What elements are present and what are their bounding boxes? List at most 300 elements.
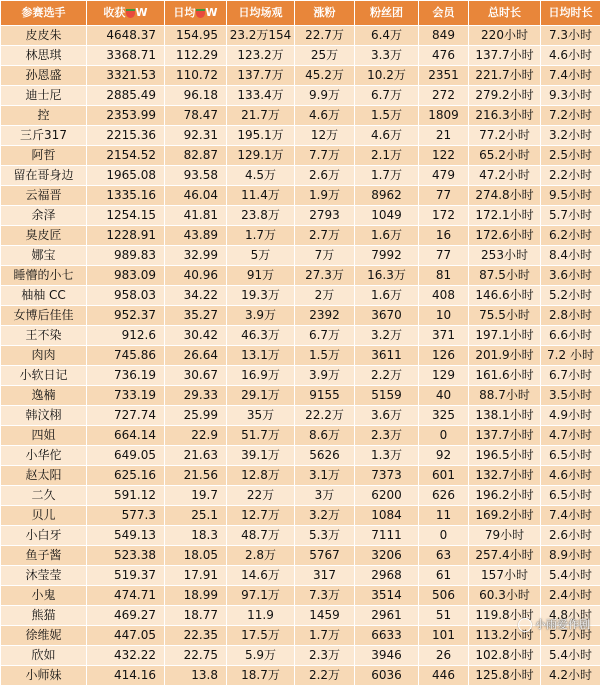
cell-gain-fans: 2万 <box>295 286 355 306</box>
cell-daily: 21.56 <box>165 466 227 486</box>
cell-player: 迪士尼 <box>1 86 87 106</box>
cell-daily: 19.7 <box>165 486 227 506</box>
header-daily <box>165 1 227 26</box>
cell-daily-views: 19.3万 <box>227 286 295 306</box>
cell-daily: 46.04 <box>165 186 227 206</box>
cell-total-time: 253小时 <box>469 246 541 266</box>
cell-fan-group: 7992 <box>355 246 419 266</box>
cell-gain-fans: 1459 <box>295 606 355 626</box>
cell-daily-views: 29.1万 <box>227 386 295 406</box>
cell-player: 控 <box>1 106 87 126</box>
cell-player: 小白牙 <box>1 526 87 546</box>
cell-daily-time: 6.7小时 <box>541 366 601 386</box>
cell-daily-views: 3.9万 <box>227 306 295 326</box>
cell-daily-views: 17.5万 <box>227 626 295 646</box>
cell-fan-group: 2968 <box>355 566 419 586</box>
cell-daily: 78.47 <box>165 106 227 126</box>
cell-daily-views: 97.1万 <box>227 586 295 606</box>
cell-daily-views: 14.6万 <box>227 566 295 586</box>
table-row <box>1 446 601 466</box>
cell-income: 989.83 <box>87 246 165 266</box>
cell-daily: 112.29 <box>165 46 227 66</box>
cell-fan-group: 4.6万 <box>355 126 419 146</box>
cell-members: 371 <box>419 326 469 346</box>
cell-members: 506 <box>419 586 469 606</box>
cell-player: 四姐 <box>1 426 87 446</box>
cell-player: 鱼子酱 <box>1 546 87 566</box>
cell-daily-time: 8.9小时 <box>541 546 601 566</box>
cell-income: 2885.49 <box>87 86 165 106</box>
cell-player: 贝儿 <box>1 506 87 526</box>
cell-daily: 93.58 <box>165 166 227 186</box>
cell-members: 21 <box>419 126 469 146</box>
table-row <box>1 86 601 106</box>
cell-fan-group: 3.6万 <box>355 406 419 426</box>
cell-daily-views: 21.7万 <box>227 106 295 126</box>
cell-fan-group: 1.6万 <box>355 286 419 306</box>
cell-total-time: 169.2小时 <box>469 506 541 526</box>
cell-income: 469.27 <box>87 606 165 626</box>
table-row <box>1 626 601 646</box>
cell-total-time: 146.6小时 <box>469 286 541 306</box>
cell-fan-group: 2.1万 <box>355 146 419 166</box>
cell-fan-group: 6633 <box>355 626 419 646</box>
cell-total-time: 279.2小时 <box>469 86 541 106</box>
table-row <box>1 266 601 286</box>
cell-income: 2154.52 <box>87 146 165 166</box>
cell-player: 肉肉 <box>1 346 87 366</box>
cell-daily-views: 16.9万 <box>227 366 295 386</box>
table-row <box>1 426 601 446</box>
cell-daily-time: 6.5小时 <box>541 446 601 466</box>
cell-fan-group: 1.7万 <box>355 166 419 186</box>
cell-gain-fans: 2.2万 <box>295 666 355 686</box>
cell-player: 小软日记 <box>1 366 87 386</box>
cell-daily-time: 3.6小时 <box>541 266 601 286</box>
cell-members: 0 <box>419 526 469 546</box>
header-daily-time <box>541 1 601 26</box>
cell-daily-views: 23.8万 <box>227 206 295 226</box>
cell-gain-fans: 3万 <box>295 486 355 506</box>
table-header <box>1 1 601 26</box>
cell-player: 睡懵的小七 <box>1 266 87 286</box>
cell-fan-group: 1.5万 <box>355 106 419 126</box>
cell-members: 16 <box>419 226 469 246</box>
cell-player: 女博后佳佳 <box>1 306 87 326</box>
cell-total-time: 88.7小时 <box>469 386 541 406</box>
cell-total-time: 125.8小时 <box>469 666 541 686</box>
cell-income: 519.37 <box>87 566 165 586</box>
cell-members: 51 <box>419 606 469 626</box>
cell-daily-views: 18.7万 <box>227 666 295 686</box>
cell-daily: 25.1 <box>165 506 227 526</box>
cell-income: 625.16 <box>87 466 165 486</box>
cell-daily-views: 46.3万 <box>227 326 295 346</box>
cell-members: 626 <box>419 486 469 506</box>
cell-player: 孙恩盛 <box>1 66 87 86</box>
cell-fan-group: 1.3万 <box>355 446 419 466</box>
cell-daily: 40.96 <box>165 266 227 286</box>
cell-daily: 32.99 <box>165 246 227 266</box>
watermark <box>518 616 590 632</box>
cell-daily-views: 2.8万 <box>227 546 295 566</box>
cell-daily-views: 23.2万154 <box>227 26 295 46</box>
cell-daily-time: 2.2小时 <box>541 166 601 186</box>
cell-members: 126 <box>419 346 469 366</box>
cell-gain-fans: 9.9万 <box>295 86 355 106</box>
header-fan-group-label: 粉丝团 <box>370 6 403 19</box>
cell-daily-views: 11.9 <box>227 606 295 626</box>
cell-player: 娜宝 <box>1 246 87 266</box>
cell-gain-fans: 317 <box>295 566 355 586</box>
cell-daily-views: 12.8万 <box>227 466 295 486</box>
cell-total-time: 65.2小时 <box>469 146 541 166</box>
cell-daily: 96.18 <box>165 86 227 106</box>
table-row <box>1 406 601 426</box>
cell-members: 77 <box>419 186 469 206</box>
header-income <box>87 1 165 26</box>
cell-members: 63 <box>419 546 469 566</box>
cell-player: 小师妹 <box>1 666 87 686</box>
cell-income: 3321.53 <box>87 66 165 86</box>
cell-daily-time: 5.7小时 <box>541 626 601 646</box>
cell-daily: 22.75 <box>165 646 227 666</box>
cell-daily: 22.35 <box>165 626 227 646</box>
cell-members: 1809 <box>419 106 469 126</box>
cell-player: 皮皮朱 <box>1 26 87 46</box>
cell-gain-fans: 7.3万 <box>295 586 355 606</box>
cell-daily: 13.8 <box>165 666 227 686</box>
cell-daily: 25.99 <box>165 406 227 426</box>
table-row <box>1 586 601 606</box>
cell-fan-group: 3206 <box>355 546 419 566</box>
cell-fan-group: 3946 <box>355 646 419 666</box>
cell-members: 2351 <box>419 66 469 86</box>
cell-gain-fans: 2.7万 <box>295 226 355 246</box>
cell-daily-views: 22万 <box>227 486 295 506</box>
cell-income: 727.74 <box>87 406 165 426</box>
cell-gain-fans: 4.6万 <box>295 106 355 126</box>
cell-fan-group: 2.3万 <box>355 426 419 446</box>
cell-daily-views: 12.7万 <box>227 506 295 526</box>
cell-members: 476 <box>419 46 469 66</box>
table-row <box>1 666 601 686</box>
cell-daily: 17.91 <box>165 566 227 586</box>
table-row <box>1 506 601 526</box>
table-body <box>1 26 601 686</box>
watermark-logo-icon <box>518 618 532 632</box>
cell-gain-fans: 3.2万 <box>295 506 355 526</box>
cell-daily-views: 137.7万 <box>227 66 295 86</box>
table-row <box>1 246 601 266</box>
cell-daily: 34.22 <box>165 286 227 306</box>
header-player <box>1 1 87 26</box>
cell-daily: 30.67 <box>165 366 227 386</box>
cell-members: 122 <box>419 146 469 166</box>
cell-income: 447.05 <box>87 626 165 646</box>
cell-daily-time: 5.4小时 <box>541 646 601 666</box>
cell-total-time: 161.6小时 <box>469 366 541 386</box>
cell-player: 柚柚 CC <box>1 286 87 306</box>
cell-player: 余泽 <box>1 206 87 226</box>
cell-player: 小鬼 <box>1 586 87 606</box>
cell-income: 952.37 <box>87 306 165 326</box>
cell-daily-views: 5.9万 <box>227 646 295 666</box>
cell-daily-time: 7.2 小时 <box>541 346 601 366</box>
cell-income: 549.13 <box>87 526 165 546</box>
cell-daily-time: 4.2小时 <box>541 666 601 686</box>
cell-members: 849 <box>419 26 469 46</box>
cell-gain-fans: 7.7万 <box>295 146 355 166</box>
cell-total-time: 216.3小时 <box>469 106 541 126</box>
cell-player: 赵太阳 <box>1 466 87 486</box>
cell-daily: 22.9 <box>165 426 227 446</box>
cell-members: 40 <box>419 386 469 406</box>
cell-daily-views: 5万 <box>227 246 295 266</box>
cell-gain-fans: 25万 <box>295 46 355 66</box>
cell-player: 三斤317 <box>1 126 87 146</box>
cell-fan-group: 16.3万 <box>355 266 419 286</box>
header-total-time-label: 总时长 <box>488 6 521 19</box>
cell-income: 736.19 <box>87 366 165 386</box>
cell-fan-group: 3611 <box>355 346 419 366</box>
cell-daily-views: 123.2万 <box>227 46 295 66</box>
cell-members: 101 <box>419 626 469 646</box>
cell-fan-group: 8962 <box>355 186 419 206</box>
cell-income: 983.09 <box>87 266 165 286</box>
header-gain-fans <box>295 1 355 26</box>
cell-total-time: 196.5小时 <box>469 446 541 466</box>
header-daily-unit: W <box>205 6 218 19</box>
cell-gain-fans: 5.3万 <box>295 526 355 546</box>
cell-player: 小华佗 <box>1 446 87 466</box>
cell-income: 912.6 <box>87 326 165 346</box>
cell-gain-fans: 8.6万 <box>295 426 355 446</box>
cell-income: 2353.99 <box>87 106 165 126</box>
cell-daily-time: 8.4小时 <box>541 246 601 266</box>
cell-daily: 18.05 <box>165 546 227 566</box>
table-row <box>1 186 601 206</box>
watermark-text: 小雨爱作剧 <box>535 618 590 631</box>
cell-daily-time: 5.4小时 <box>541 566 601 586</box>
cell-fan-group: 3670 <box>355 306 419 326</box>
cell-daily: 18.77 <box>165 606 227 626</box>
cell-members: 479 <box>419 166 469 186</box>
cell-members: 325 <box>419 406 469 426</box>
table-row <box>1 326 601 346</box>
cell-gain-fans: 22.2万 <box>295 406 355 426</box>
table-row <box>1 226 601 246</box>
table-row <box>1 346 601 366</box>
cell-total-time: 196.2小时 <box>469 486 541 506</box>
cell-income: 577.3 <box>87 506 165 526</box>
cell-gain-fans: 27.3万 <box>295 266 355 286</box>
cell-total-time: 201.9小时 <box>469 346 541 366</box>
header-gain-fans-label: 涨粉 <box>313 6 336 19</box>
cell-fan-group: 6200 <box>355 486 419 506</box>
cell-total-time: 87.5小时 <box>469 266 541 286</box>
cell-fan-group: 6036 <box>355 666 419 686</box>
cell-total-time: 220小时 <box>469 26 541 46</box>
cell-total-time: 113.2小时 <box>469 626 541 646</box>
table-row <box>1 526 601 546</box>
cell-daily-time: 7.4小时 <box>541 66 601 86</box>
table-row <box>1 306 601 326</box>
cell-player: 逸楠 <box>1 386 87 406</box>
cell-gain-fans: 2793 <box>295 206 355 226</box>
cell-income: 664.14 <box>87 426 165 446</box>
cell-members: 408 <box>419 286 469 306</box>
table-row <box>1 386 601 406</box>
cell-daily-time: 4.8小时 <box>541 606 601 626</box>
cell-gain-fans: 22.7万 <box>295 26 355 46</box>
cell-daily-views: 51.7万 <box>227 426 295 446</box>
cell-player: 留在哥身边 <box>1 166 87 186</box>
cell-fan-group: 3.2万 <box>355 326 419 346</box>
cell-daily-time: 9.5小时 <box>541 186 601 206</box>
cell-daily: 35.27 <box>165 306 227 326</box>
cell-daily-time: 4.9小时 <box>541 406 601 426</box>
header-income-unit: W <box>135 6 148 19</box>
header-total-time <box>469 1 541 26</box>
cell-members: 172 <box>419 206 469 226</box>
cell-gain-fans: 2.3万 <box>295 646 355 666</box>
cell-daily-time: 4.6小时 <box>541 46 601 66</box>
table-row <box>1 366 601 386</box>
cell-total-time: 172.1小时 <box>469 206 541 226</box>
cell-income: 474.71 <box>87 586 165 606</box>
cell-income: 4648.37 <box>87 26 165 46</box>
header-daily-views-label: 日均场观 <box>238 6 283 19</box>
cell-members: 601 <box>419 466 469 486</box>
cell-player: 阿哲 <box>1 146 87 166</box>
cell-members: 129 <box>419 366 469 386</box>
cell-fan-group: 1.6万 <box>355 226 419 246</box>
cell-daily-views: 1.7万 <box>227 226 295 246</box>
cell-income: 591.12 <box>87 486 165 506</box>
cell-total-time: 60.3小时 <box>469 586 541 606</box>
cell-fan-group: 5159 <box>355 386 419 406</box>
table-row <box>1 486 601 506</box>
cell-daily-time: 4.6小时 <box>541 466 601 486</box>
table-row <box>1 126 601 146</box>
cell-fan-group: 1084 <box>355 506 419 526</box>
cell-fan-group: 2961 <box>355 606 419 626</box>
cell-gain-fans: 9155 <box>295 386 355 406</box>
cell-total-time: 119.8小时 <box>469 606 541 626</box>
table-row <box>1 466 601 486</box>
cell-gain-fans: 2392 <box>295 306 355 326</box>
cell-gain-fans: 1.7万 <box>295 626 355 646</box>
cell-fan-group: 6.4万 <box>355 26 419 46</box>
cell-income: 523.38 <box>87 546 165 566</box>
header-daily-label: 日均 <box>173 6 196 19</box>
cell-members: 0 <box>419 426 469 446</box>
cell-daily-time: 5.2小时 <box>541 286 601 306</box>
table-row <box>1 106 601 126</box>
cell-total-time: 47.2小时 <box>469 166 541 186</box>
cell-income: 2215.36 <box>87 126 165 146</box>
cell-members: 92 <box>419 446 469 466</box>
cell-gain-fans: 45.2万 <box>295 66 355 86</box>
cell-daily-time: 7.3小时 <box>541 26 601 46</box>
cell-total-time: 257.4小时 <box>469 546 541 566</box>
cell-daily: 41.81 <box>165 206 227 226</box>
cell-gain-fans: 3.1万 <box>295 466 355 486</box>
cell-daily-time: 6.5小时 <box>541 486 601 506</box>
cell-daily-views: 11.4万 <box>227 186 295 206</box>
cell-daily: 18.3 <box>165 526 227 546</box>
cell-gain-fans: 5626 <box>295 446 355 466</box>
cell-income: 649.05 <box>87 446 165 466</box>
cell-members: 81 <box>419 266 469 286</box>
cell-daily-time: 5.7小时 <box>541 206 601 226</box>
cell-gain-fans: 12万 <box>295 126 355 146</box>
cell-fan-group: 2.2万 <box>355 366 419 386</box>
cell-total-time: 79小时 <box>469 526 541 546</box>
cell-daily-time: 3.5小时 <box>541 386 601 406</box>
cell-daily-time: 7.4小时 <box>541 506 601 526</box>
cell-total-time: 137.7小时 <box>469 46 541 66</box>
cell-income: 958.03 <box>87 286 165 306</box>
cell-daily-time: 2.6小时 <box>541 526 601 546</box>
cell-daily: 30.42 <box>165 326 227 346</box>
cell-daily-views: 133.4万 <box>227 86 295 106</box>
table-row <box>1 166 601 186</box>
cell-income: 1254.15 <box>87 206 165 226</box>
cell-player: 林思琪 <box>1 46 87 66</box>
cell-daily: 21.63 <box>165 446 227 466</box>
cell-daily: 110.72 <box>165 66 227 86</box>
cell-fan-group: 3.3万 <box>355 46 419 66</box>
cell-daily: 29.33 <box>165 386 227 406</box>
header-members-label: 会员 <box>432 6 455 19</box>
cell-player: 沐莹莹 <box>1 566 87 586</box>
cell-total-time: 221.7小时 <box>469 66 541 86</box>
cell-total-time: 137.7小时 <box>469 426 541 446</box>
table-row <box>1 606 601 626</box>
cell-fan-group: 7373 <box>355 466 419 486</box>
cell-gain-fans: 1.5万 <box>295 346 355 366</box>
cell-daily-time: 4.7小时 <box>541 426 601 446</box>
cell-total-time: 75.5小时 <box>469 306 541 326</box>
cell-daily-time: 9.3小时 <box>541 86 601 106</box>
cell-player: 熊猫 <box>1 606 87 626</box>
cell-daily-time: 2.4小时 <box>541 586 601 606</box>
cell-daily-views: 129.1万 <box>227 146 295 166</box>
cell-gain-fans: 2.6万 <box>295 166 355 186</box>
header-row <box>1 1 601 26</box>
cell-daily-views: 35万 <box>227 406 295 426</box>
cell-income: 432.22 <box>87 646 165 666</box>
cell-members: 26 <box>419 646 469 666</box>
cell-daily: 154.95 <box>165 26 227 46</box>
cell-player: 云福晋 <box>1 186 87 206</box>
cell-daily-time: 6.6小时 <box>541 326 601 346</box>
header-daily-views <box>227 1 295 26</box>
table-row <box>1 66 601 86</box>
cell-daily-views: 195.1万 <box>227 126 295 146</box>
cell-total-time: 102.8小时 <box>469 646 541 666</box>
cell-daily-time: 3.2小时 <box>541 126 601 146</box>
cell-income: 1965.08 <box>87 166 165 186</box>
cell-fan-group: 6.7万 <box>355 86 419 106</box>
cell-daily-views: 13.1万 <box>227 346 295 366</box>
cell-daily-views: 39.1万 <box>227 446 295 466</box>
cell-members: 446 <box>419 666 469 686</box>
cell-members: 61 <box>419 566 469 586</box>
cell-gain-fans: 3.9万 <box>295 366 355 386</box>
